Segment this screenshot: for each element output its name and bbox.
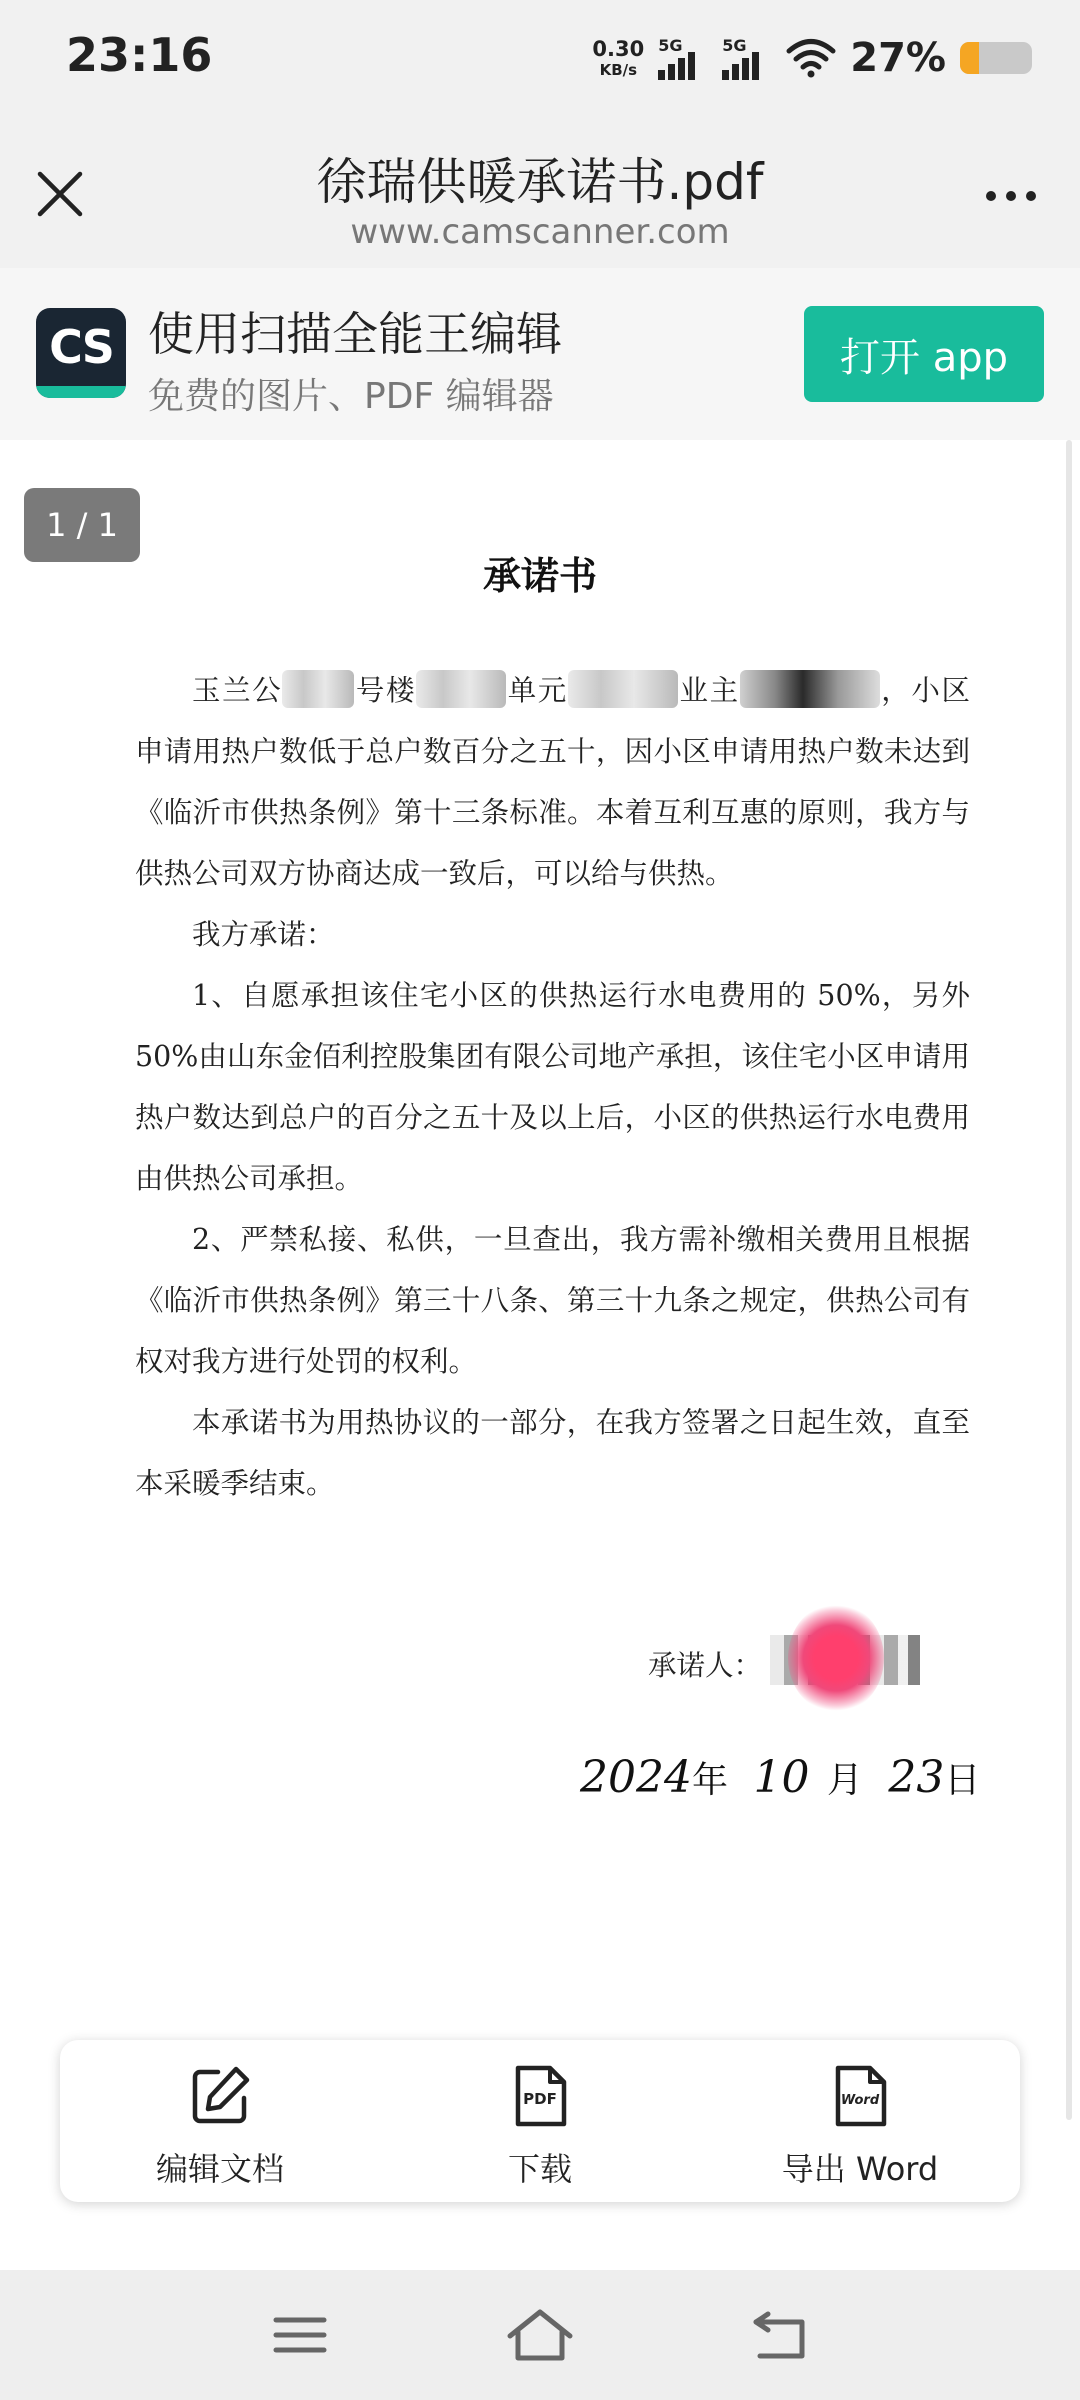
paragraph-1: 玉兰公 号楼 单元 业主 ，小区申请用热户数低于总户数百分之五十，因小区申请用热户数未达到《临沂市供热条例》第十三条标准。本着互利互惠的原则，我方与供热公司双方协商达成一致后，可以给与供热。 (135, 660, 970, 904)
document-title: 承诺书 (482, 553, 597, 598)
date-month: 10 (753, 1752, 810, 1803)
network-speed (592, 36, 645, 79)
paragraph-2: 我方承诺： (192, 918, 335, 951)
paragraph-3: 1、自愿承担该住宅小区的供热运行水电费用的 50%，另外 50%由山东金佰利控股集团有限公司地产承担，该住宅小区申请用热户数达到总户的百分之五十及以上后，小区的供热运行水电费用由供热公司承担。 (135, 979, 970, 1195)
date-year: 2024 (580, 1752, 692, 1803)
edit-document-button[interactable] (80, 2040, 360, 2202)
document-body (135, 660, 970, 1514)
paragraph-5: 本承诺书为用热协议的一部分，在我方签署之日起生效，直至本采暖季结束。 (135, 1406, 970, 1500)
home-icon[interactable] (500, 2300, 580, 2370)
edit-icon (188, 2064, 252, 2128)
signal-5g-icon (658, 36, 708, 80)
open-app-button[interactable]: 打开 app (804, 306, 1044, 402)
app-promo-banner (0, 268, 1080, 440)
signer-label: 承诺人： (648, 1649, 763, 1682)
status-indicators (592, 30, 1032, 86)
paragraph-4: 2、严禁私接、私供，一旦查出，我方需补缴相关费用且根据《临沂市供热条例》第三十八条、第三十九条之规定，供热公司有权对我方进行处罚的权利。 (135, 1223, 970, 1378)
redacted-text (416, 670, 506, 708)
redacted-text (282, 670, 354, 708)
redacted-signature-stamp (770, 1595, 920, 1715)
redacted-text (740, 670, 880, 708)
svg-text:Word: Word (840, 2093, 880, 2108)
redacted-text (568, 670, 678, 708)
status-bar (0, 0, 1080, 120)
download-label: 下载 (507, 2150, 572, 2188)
camscanner-logo (36, 308, 126, 398)
signature-date (580, 1752, 980, 1803)
battery-fill (960, 42, 979, 74)
status-time: 23:16 (66, 28, 213, 82)
battery-icon (960, 42, 1032, 74)
signal-label: 5G (658, 36, 683, 55)
more-options-icon[interactable] (976, 166, 1046, 226)
pdf-download-icon (508, 2064, 572, 2128)
system-nav-bar (0, 2270, 1080, 2400)
banner-subtitle: 免费的图片、PDF 编辑器 (148, 376, 554, 417)
back-icon[interactable] (740, 2300, 820, 2370)
word-export-icon (828, 2064, 892, 2128)
page-title: 徐瑞供暖承诺书.pdf (316, 153, 764, 211)
download-button[interactable] (400, 2040, 680, 2202)
edit-document-label: 编辑文档 (155, 2150, 284, 2188)
page-url: www.camscanner.com (350, 212, 730, 252)
banner-title: 使用扫描全能王编辑 (148, 307, 562, 361)
date-year-unit: 年 (691, 1760, 728, 1801)
title-bar (0, 120, 1080, 268)
scrollbar[interactable] (1066, 440, 1072, 2120)
date-day: 23 (888, 1752, 945, 1803)
logo-text: CS (49, 320, 113, 374)
signal-5g-icon-2 (722, 36, 772, 80)
network-speed-value: 0.30 (592, 36, 645, 61)
signal-label-2: 5G (722, 36, 747, 55)
svg-text:PDF: PDF (523, 2090, 557, 2108)
battery-percent: 27% (850, 35, 946, 81)
page-indicator: 1 / 1 (24, 488, 140, 562)
date-month-unit: 月 (826, 1760, 863, 1801)
date-day-unit: 日 (944, 1760, 981, 1801)
wifi-icon (786, 38, 836, 78)
export-word-button[interactable] (720, 2040, 1000, 2202)
menu-icon[interactable] (260, 2300, 340, 2370)
export-word-label: 导出 Word (781, 2150, 939, 2188)
document-actions-bar (60, 2040, 1020, 2202)
close-icon[interactable] (30, 164, 90, 224)
network-speed-unit: KB/s (599, 60, 638, 79)
